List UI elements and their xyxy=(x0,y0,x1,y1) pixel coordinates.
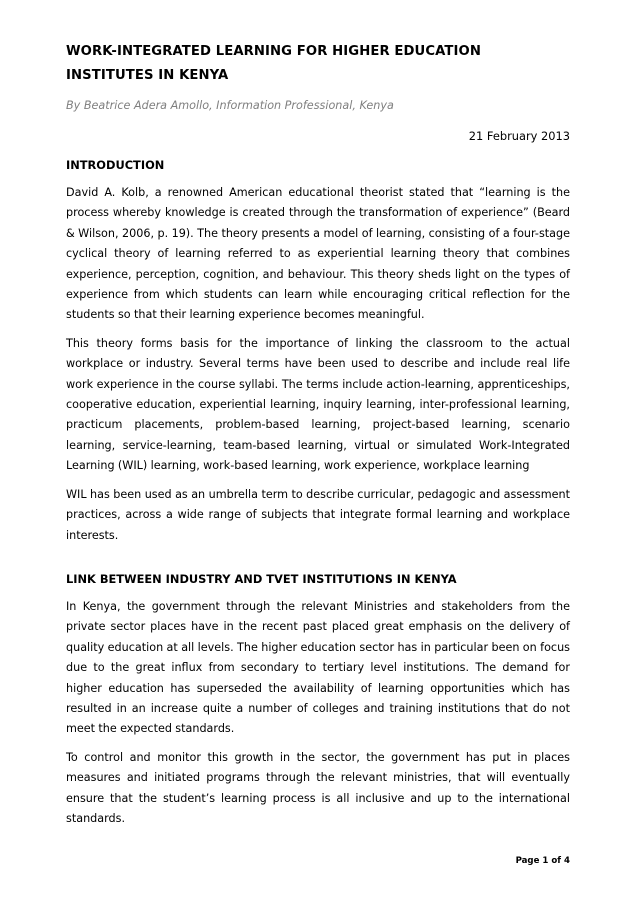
link-paragraph-2: To control and monitor this growth in the sector, the government has put in places measures and initiated programs through the relevant ministries, that will eventually ensure that the student’s learning process is all inclusive and up to the international standards. xyxy=(66,750,570,825)
title-line-2: INSTITUTES IN KENYA xyxy=(66,68,229,83)
section-heading-link: LINK BETWEEN INDUSTRY AND TVET INSTITUTIONS IN KENYA xyxy=(66,571,457,586)
document-title xyxy=(66,40,570,88)
intro-paragraph-3: WIL has been used as an umbrella term to describe curricular, pedagogic and assessment practices, across a wide range of subjects that integrate formal learning and workplace interests. xyxy=(66,487,570,542)
intro-paragraph-2: This theory forms basis for the importance of linking the classroom to the actual workplace or industry. Several terms have been used to describe and include real life work experience in the course syllabi. The terms include action-learning, apprenticeships, cooperative education, experiential learning, inquiry learning, inter-professional learning, practicum placements, problem-based learning, project-based learning, scenario learning, service-learning, team-based learning, virtual or simulated Work-Integrated Learning (WIL) learning, work-based learning, work experience, workplace learning xyxy=(66,336,570,473)
document-date: 21 February 2013 xyxy=(468,129,570,143)
section-heading-introduction: INTRODUCTION xyxy=(66,158,165,172)
document-page xyxy=(66,40,570,837)
section-spacer xyxy=(66,554,570,571)
page-number-footer: Page 1 of 4 xyxy=(515,856,570,866)
intro-paragraph-1: David A. Kolb, a renowned American educational theorist stated that “learning is the process whereby knowledge is created through the transformation of experience” (Beard & Wilson, 2006, p. 19). The theory presents a model of learning, consisting of a four-stage cyclical theory of learning referred to as experiential learning theory that combines experience, perception, cognition, and behaviour. This theory sheds light on the types of experience from which students can learn while encouraging critical reflection for the students so that their learning experience becomes meaningful. xyxy=(66,186,570,322)
link-paragraph-1: In Kenya, the government through the relevant Ministries and stakeholders from the private sector places have in the recent past placed great emphasis on the delivery of quality education at all levels. The higher education sector has in particular been on focus due to the great influx from secondary to tertiary level institutions. The demand for higher education has superseded the availability of learning opportunities which has resulted in an increase quite a number of colleges and training institutions that do not meet the expected standards. xyxy=(66,599,570,736)
author-byline: By Beatrice Adera Amollo, Information Professional, Kenya xyxy=(66,99,394,112)
title-line-1: WORK-INTEGRATED LEARNING FOR HIGHER EDUCATION xyxy=(66,44,481,59)
